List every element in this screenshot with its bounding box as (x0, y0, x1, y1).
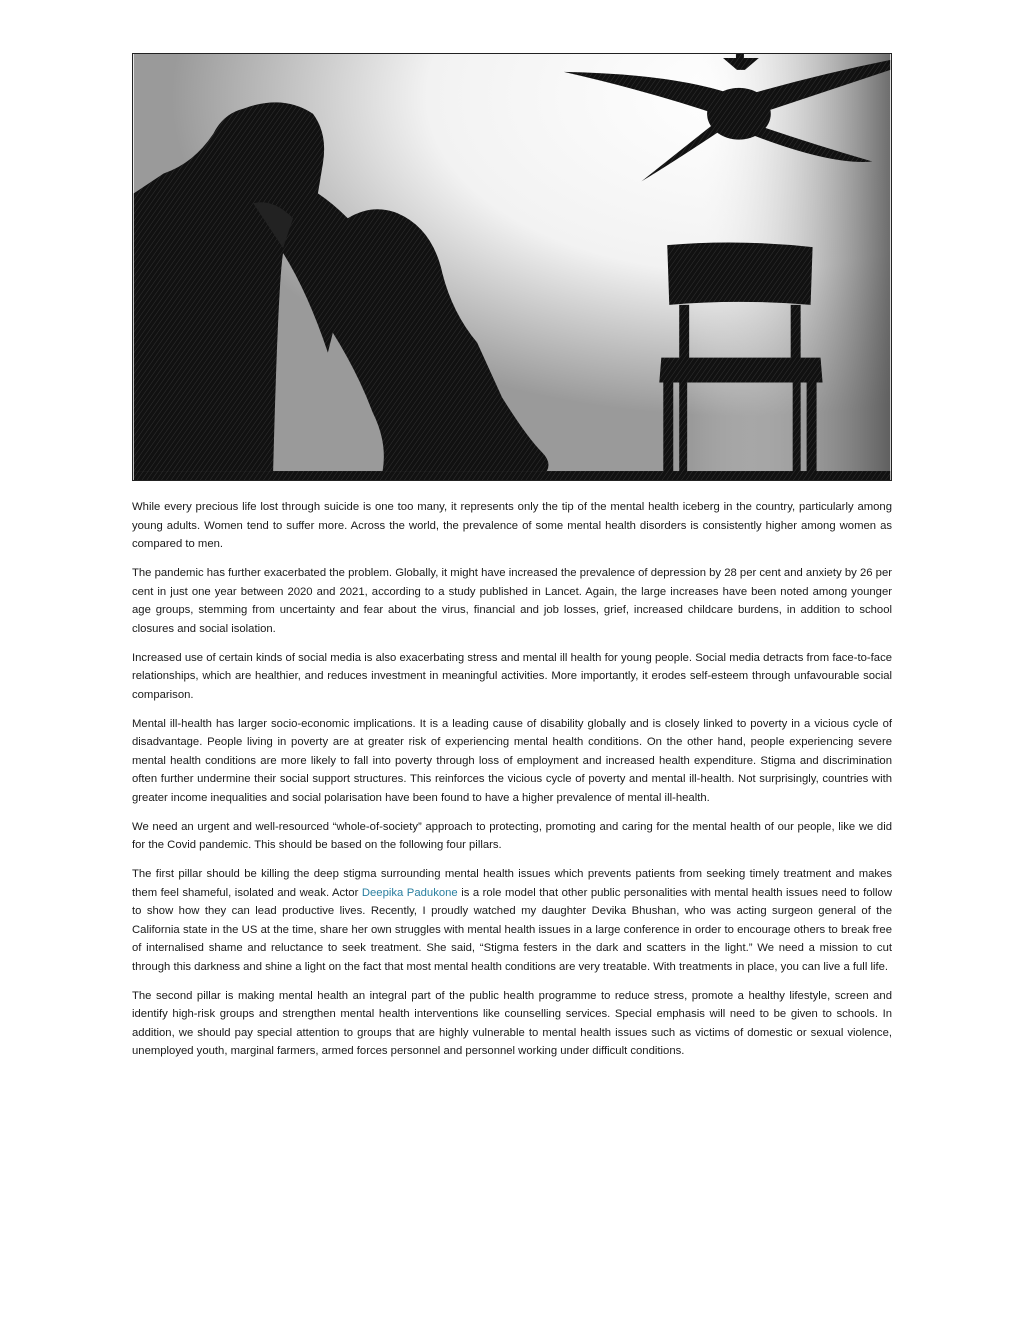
hero-illustration (132, 53, 892, 481)
paragraph-4: Mental ill-health has larger socio-economic implications. It is a leading cause of disability globally and is closely linked to poverty in a vicious cycle of disadvantage. People living in poverty are at greater risk of experiencing mental health conditions. On the other hand, people experiencing severe mental health conditions are more likely to fall into poverty through loss of employment and increased health expenditure. Stigma and discrimination often further undermine their social support structures. This reinforces the vicious cycle of poverty and mental ill-health. Not surprisingly, countries with greater income inequalities and social polarisation have been found to have a higher prevalence of mental ill-health. (132, 717, 892, 804)
paragraph-6-text-a: The first pillar should be killing the deep stigma surrounding mental health issues which prevents patients from seeking timely treatment and makes them feel shameful, isolated and weak. Actor (132, 868, 892, 899)
paragraph-3: Increased use of certain kinds of social media is also exacerbating stress and mental ill health for young people. Social media detracts from face-to-face relationships, which are healthier, and reduces investment in meaningful activities. More importantly, it erodes self-esteem through unfavourable social comparison. (132, 651, 892, 701)
paragraph-6-text-b: is a role model that other public personalities with mental health issues need to follow to show how they can lead productive lives. Recently, I proudly watched my daughter Devika Bhushan, who was acting surgeon general of the California state in the US at the time, share her own struggles with mental health issues in a large conference in order to encourage others to break free of internalised shame and reluctance to seek treatment. She said, “Stigma festers in the dark and scatters in the light.” We need a mission to cut through this darkness and shine a light on the fact that most mental health conditions are very treatable. With treatments in place, you can live a full life. (132, 886, 892, 973)
paragraph-6 (132, 865, 892, 976)
deepika-padukone-link[interactable]: Deepika Padukone (361, 886, 458, 899)
suicide-illustration-icon (133, 54, 891, 480)
paragraph-7: The second pillar is making mental health an integral part of the public health programme to reduce stress, promote a healthy lifestyle, screen and identify high-risk groups and strengthen mental health interventions like counselling services. Special emphasis will need to be given to schools. In addition, we should pay special attention to groups that are highly vulnerable to mental health issues such as victims of domestic or sexual violence, unemployed youth, marginal farmers, armed forces personnel and personnel working under difficult conditions. (132, 989, 892, 1057)
paragraph-1: While every precious life lost through suicide is one too many, it represents only the tip of the mental health iceberg in the country, particularly among young adults. Women tend to suffer more. Across the world, the prevalence of some mental health disorders is consistently higher among women as compared to men. (132, 501, 892, 550)
paragraph-2: The pandemic has further exacerbated the problem. Globally, it might have increased the prevalence of depression by 28 per cent and anxiety by 26 per cent in just one year between 2020 and 2021, according to a study published in Lancet. Again, the large increases have been noted among younger age groups, stemming from uncertainty and fear about the virus, financial and job losses, grief, increased childcare burdens, in addition to school closures and social isolation. (132, 567, 892, 635)
article-body (132, 498, 892, 1071)
paragraph-5: We need an urgent and well-resourced “whole-of-society” approach to protecting, promoting and caring for the mental health of our people, like we did for the Covid pandemic. This should be based on the following four pillars. (132, 820, 892, 851)
